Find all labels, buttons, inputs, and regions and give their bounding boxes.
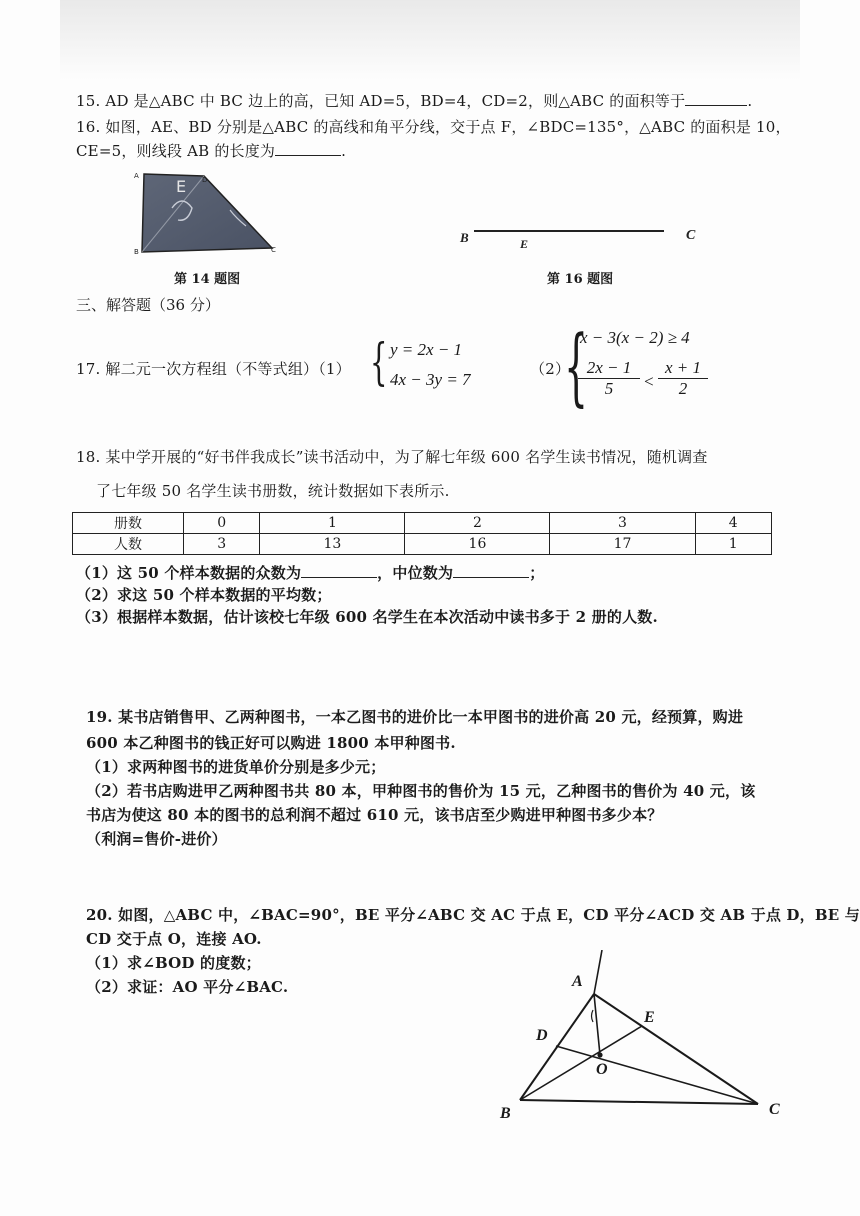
table-row <box>73 513 772 534</box>
fig16-label-e: E <box>520 237 529 251</box>
question-20-line2: CD 交于点 O，连接 AO. <box>86 930 262 948</box>
fraction-2-numerator: x + 1 <box>658 358 708 379</box>
question-17-prefix: 17. 解二元一次方程组（不等式组）（1） <box>76 360 351 378</box>
angle-mark <box>592 1010 594 1022</box>
system-2-less-than: < <box>643 372 655 391</box>
fig14-label-a: A <box>134 172 139 180</box>
system-1-brace: { <box>370 333 388 391</box>
system-1-equation-2: 4x − 3y = 7 <box>390 370 471 389</box>
answer-blank-16[interactable] <box>275 141 341 156</box>
figure-14-caption: 第 14 题图 <box>174 272 241 287</box>
question-16-line2 <box>76 140 346 161</box>
question-15 <box>76 90 752 111</box>
question-19-note: （利润=售价-进价） <box>86 830 227 848</box>
question-19-line2: 600 本乙种图书的钱正好可以购进 1800 本甲种图书. <box>86 734 456 752</box>
fraction-1-denominator: 5 <box>604 379 614 398</box>
system-2-fraction-2 <box>658 358 708 399</box>
question-20-sub2: （2）求证：AO 平分∠BAC. <box>86 978 289 996</box>
question-18-sub3: （3）根据样本数据，估计该校七年级 600 名学生在本次活动中读书多于 2 册的人数. <box>76 608 658 626</box>
table-cell: 13 <box>260 534 405 555</box>
question-18-line2: 了七年级 50 名学生读书册数，统计数据如下表所示. <box>96 482 450 500</box>
segment-ao <box>594 994 600 1055</box>
triangle-abc <box>520 950 758 1104</box>
fig14-label-c: C <box>271 246 276 254</box>
system-1-equation-1: y = 2x − 1 <box>390 340 463 359</box>
fig20-label-e: E <box>644 1009 655 1026</box>
side-bc <box>520 1100 758 1104</box>
figure-14 <box>130 168 290 260</box>
fig20-label-c: C <box>769 1101 780 1118</box>
question-15-text: 15. AD 是△ABC 中 BC 边上的高，已知 AD=5，BD=4，CD=2，则△ABC 的面积等于 <box>76 92 686 110</box>
table-cell: 17 <box>550 534 695 555</box>
table-cell: 0 <box>184 513 260 534</box>
question-20-line1: 20. 如图，△ABC 中，∠BAC=90°，BE 平分∠ABC 交 AC 于点 E，CD 平分∠ACD 交 AB 于点 D，BE 与 <box>86 906 860 924</box>
system-2-brace: { <box>564 317 589 415</box>
table-header-students: 人数 <box>73 534 184 555</box>
extended-line <box>594 950 602 994</box>
figure-16 <box>450 220 710 260</box>
fraction-2-denominator: 2 <box>678 379 688 398</box>
answer-blank-mode[interactable] <box>301 563 377 578</box>
sub1-text-b: ，中位数为 <box>377 564 454 582</box>
sub1-text-c: ； <box>529 564 545 582</box>
fig14-label-e: E <box>176 177 187 196</box>
fig20-label-a: A <box>572 973 583 990</box>
answer-blank-median[interactable] <box>453 563 529 578</box>
question-19-sub2-line2: 书店为使这 80 本的图书的总利润不超过 610 元，该书店至少购进甲种图书多少本？ <box>86 806 663 824</box>
table-cell: 2 <box>405 513 550 534</box>
fig14-label-b: B <box>134 248 139 256</box>
fig16-label-c: C <box>686 228 696 243</box>
question-18-sub1 <box>76 562 544 583</box>
table-cell: 16 <box>405 534 550 555</box>
fig20-label-d: D <box>536 1027 548 1044</box>
side-ac <box>594 994 758 1104</box>
book-count-table <box>72 512 772 555</box>
fig14-label-d: D <box>202 176 208 184</box>
question-16-end: . <box>341 142 347 160</box>
system-2-fraction-1 <box>578 358 640 399</box>
point-o <box>597 1052 602 1057</box>
table-cell: 3 <box>184 534 260 555</box>
fraction-1-numerator: 2x − 1 <box>578 358 640 379</box>
question-19-line1: 19. 某书店销售甲、乙两种图书，一本乙图书的进价比一本甲图书的进价高 20 元，经预算，购进 <box>86 708 744 726</box>
fig20-label-b: B <box>500 1105 511 1122</box>
question-19-sub1: （1）求两种图书的进货单价分别是多少元； <box>86 758 386 776</box>
fig20-label-o: O <box>596 1061 608 1078</box>
table-row <box>73 534 772 555</box>
table-header-books: 册数 <box>73 513 184 534</box>
triangle-shading <box>142 174 272 252</box>
bisector-cd <box>556 1046 758 1104</box>
system-2-inequality-1: x − 3(x − 2) ≥ 4 <box>580 328 690 347</box>
question-15-end: . <box>747 92 753 110</box>
question-20-sub1: （1）求∠BOD 的度数； <box>86 954 261 972</box>
question-18-line1: 18. 某中学开展的“好书伴我成长”读书活动中，为了解七年级 600 名学生读书情况，随机调查 <box>76 448 708 466</box>
answer-blank-15[interactable] <box>685 91 747 106</box>
figure-20 <box>490 950 790 1130</box>
fig16-label-b: B <box>460 230 469 245</box>
scan-shadow <box>60 0 800 80</box>
table-cell: 1 <box>260 513 405 534</box>
question-19-sub2-line1: （2）若书店购进甲乙两种图书共 80 本，甲种图书的售价为 15 元，乙种图书的售价为 40 元，该 <box>86 782 756 800</box>
sub1-text-a: （1）这 50 个样本数据的众数为 <box>76 564 302 582</box>
table-cell: 3 <box>550 513 695 534</box>
section-3-title: 三、解答题（36 分） <box>76 296 220 314</box>
question-16-line1: 16. 如图，AE、BD 分别是△ABC 的高线和角平分线，交于点 F，∠BDC=135°，△ABC 的面积是 10， <box>76 118 791 136</box>
question-16-text: CE=5，则线段 AB 的长度为 <box>76 142 276 160</box>
figure-16-caption: 第 16 题图 <box>547 272 614 287</box>
question-17-part-2-label: （2） <box>530 360 571 378</box>
table-cell: 4 <box>695 513 771 534</box>
question-18-sub2: （2）求这 50 个样本数据的平均数； <box>76 586 332 604</box>
table-cell: 1 <box>695 534 771 555</box>
